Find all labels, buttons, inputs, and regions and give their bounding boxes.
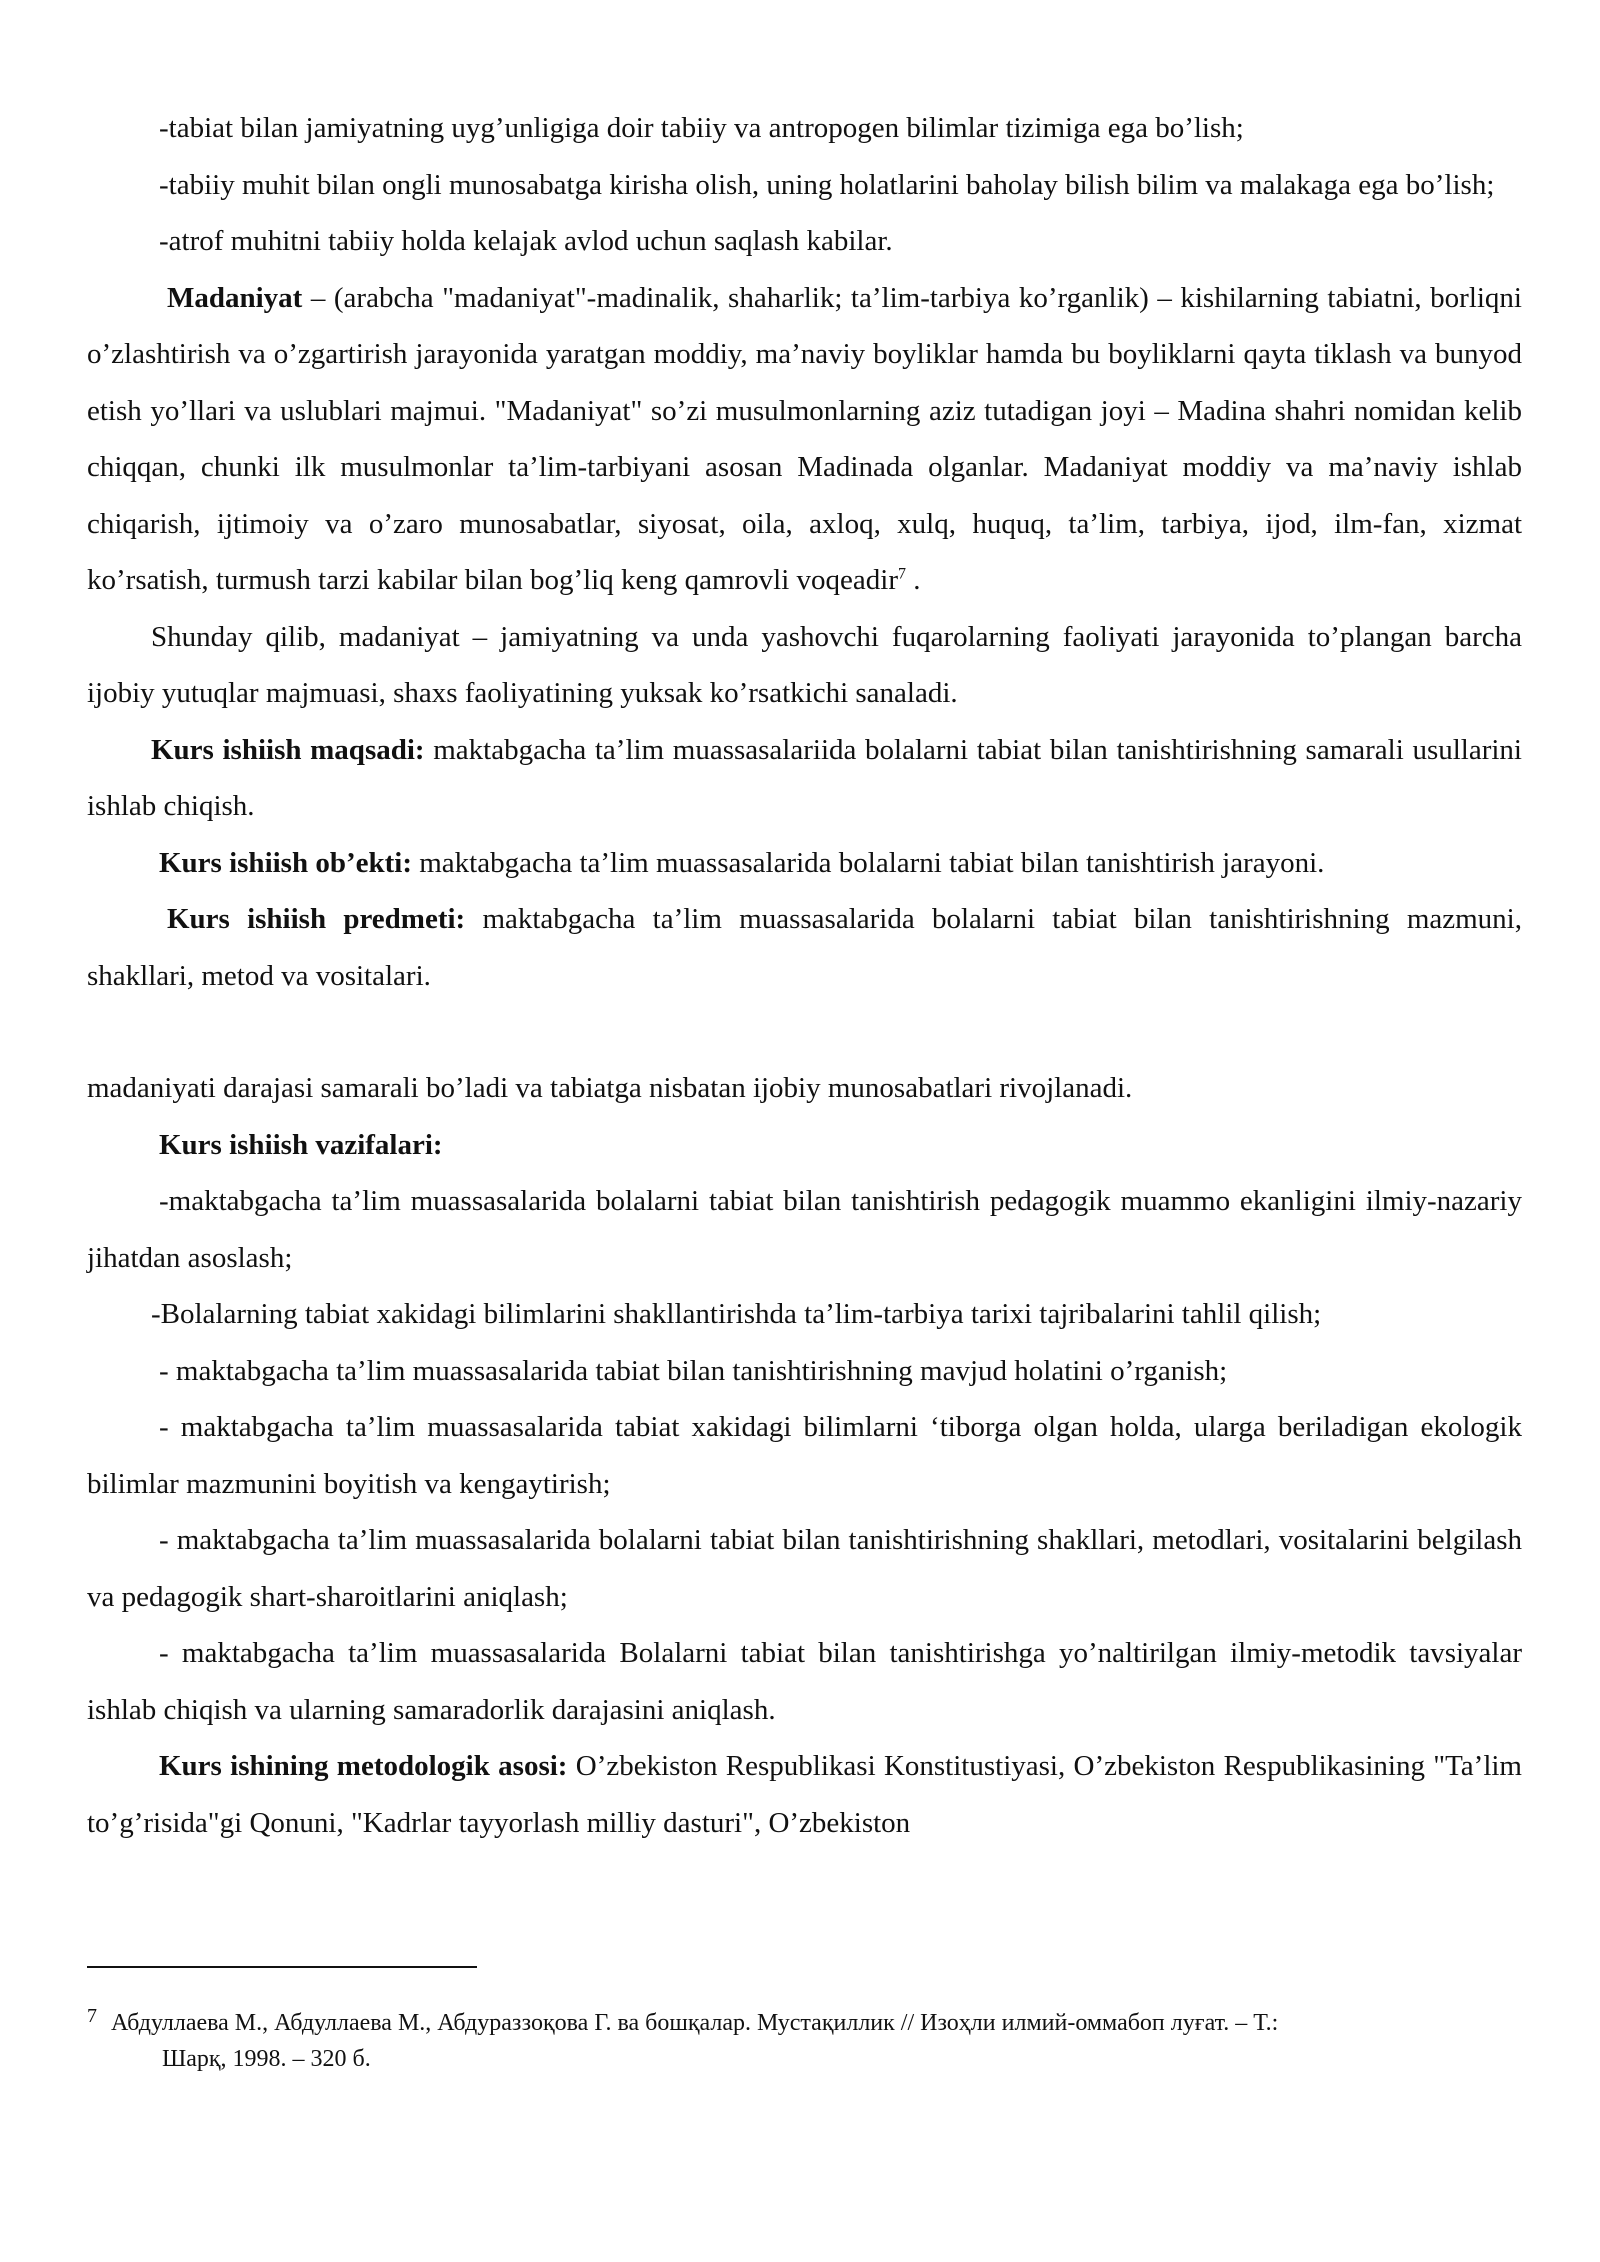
paragraph-madaniyat	[87, 270, 1522, 609]
footnote-text-line2: Шарқ, 1998. – 320 б.	[162, 2046, 371, 2072]
paragraph-methodology	[87, 1738, 1522, 1851]
paragraph-continuation: madaniyati darajasi samarali bo’ladi va tabiatga nisbatan ijobiy munosabatlari rivojlanadi.	[87, 1072, 1133, 1104]
paragraph-goal-1: -tabiat bilan jamiyatning uyg’unligiga doir tabiiy va antropogen bilimlar tizimiga ega bo’lish;	[159, 112, 1244, 144]
paragraph-task-1: -maktabgacha ta’lim muassasalarida bolalarni tabiat bilan tanishtirish pedagogik muammo ekanligini ilmiy-nazariy jihatdan asoslash;	[87, 1185, 1522, 1274]
term-purpose: Kurs ishiish maqsadi:	[151, 733, 425, 766]
term-object: Kurs ishiish ob’ekti:	[159, 846, 412, 879]
paragraph-goal-2: -tabiiy muhit bilan ongli munosabatga kirisha olish, uning holatlarini baholay bilish bilim va malakaga ega bo’lish;	[159, 168, 1495, 201]
paragraph-object	[87, 835, 1522, 892]
paragraph-task-2: -Bolalarning tabiat xakidagi bilimlarini shakllantirishda ta’lim-tarbiya tarixi tajribalarini tahlil qilish;	[151, 1298, 1322, 1330]
term-tasks: Kurs ishiish vazifalari:	[159, 1128, 443, 1161]
paragraph-task-3: - maktabgacha ta’lim muassasalarida tabiat bilan tanishtirishning mavjud holatini o’rganish;	[159, 1354, 1228, 1387]
paragraph-task-6: - maktabgacha ta’lim muassasalarida Bolalarni tabiat bilan tanishtirishga yo’naltirilgan ilmiy-metodik tavsiyalar ishlab chiqish va ularning samaradorlik darajasini aniqlash.	[87, 1637, 1522, 1726]
footnote-reference[interactable]: 7	[898, 565, 906, 583]
document-body	[87, 100, 1522, 1851]
object-text: maktabgacha ta’lim muassasalarida bolalarni tabiat bilan tanishtirish jarayoni.	[412, 846, 1325, 879]
term-madaniyat: Madaniyat	[167, 281, 303, 314]
subject-text: maktabgacha ta’lim muassasalarida bolalarni tabiat bilan tanishtirishning mazmuni, shakllari, metod va vositalari.	[87, 903, 1522, 992]
paragraph-goal-3: -atrof muhitni tabiiy holda kelajak avlod uchun saqlash kabilar.	[159, 225, 893, 257]
purpose-text: maktabgacha ta’lim muassasalariida bolalarni tabiat bilan tanishtirishning samarali usullarini ishlab chiqish.	[87, 733, 1522, 822]
methodology-text: O’zbekiston Respublikasi Konstitustiyasi, O’zbekiston Respublikasining "Ta’lim to’g’risida"gi Qonuni, "Kadrlar tayyorlash milliy dasturi", O’zbekiston	[87, 1750, 1522, 1839]
footnote-text-line1: Абдуллаева М., Абдуллаева М., Абдураззоқова Г. ва бошқалар. Мустақиллик // Изоҳли илмий-оммабоп луғат. – Т.:	[111, 2010, 1279, 2036]
paragraph-task-5: - maktabgacha ta’lim muassasalarida bolalarni tabiat bilan tanishtirishning shakllari, metodlari, vositalarini belgilash va pedagogik shart-sharoitlarini aniqlash;	[87, 1524, 1522, 1613]
footnote	[87, 1998, 1522, 2077]
madaniyat-end: .	[906, 564, 921, 596]
term-methodology: Kurs ishining metodologik asosi:	[159, 1750, 568, 1782]
paragraph-subject	[87, 891, 1522, 1004]
paragraph-task-4: - maktabgacha ta’lim muassasalarida tabiat xakidagi bilimlarni ‘tiborga olgan holda, ularga beriladigan ekologik bilimlar mazmunini boyitish va kengaytirish;	[87, 1411, 1522, 1500]
footnote-separator	[87, 1966, 477, 1968]
term-subject: Kurs ishiish predmeti:	[167, 903, 466, 935]
paragraph-tasks-heading	[87, 1117, 1522, 1174]
blank-line	[87, 1004, 1522, 1060]
footnote-number: 7	[87, 2005, 97, 2027]
paragraph-summary: Shunday qilib, madaniyat – jamiyatning va unda yashovchi fuqarolarning faoliyati jarayonida to’plangan barcha ijobiy yutuqlar majmuasi, shaxs faoliyatining yuksak ko’rsatkichi sanaladi.	[87, 620, 1522, 709]
madaniyat-definition: – (arabcha "madaniyat"-madinalik, shaharlik; ta’lim-tarbiya ko’rganlik) – kishilarning tabiatni, borliqni o’zlashtirish va o’zgartirish jarayonida yaratgan moddiy, ma’naviy boyliklar hamda bu boyliklarni qayta tiklash va bunyod etish yo’llari va uslublari majmui. "Madaniyat" so’zi musulmonlarning aziz tutadigan joyi – Madina shahri nomidan kelib chiqqan, chunki ilk musulmonlar ta’lim-tarbiyani asosan Madinada olganlar. Madaniyat moddiy va ma’naviy ishlab chiqarish, ijtimoiy va o’zaro munosabatlar, siyosat, oila, axloq, xulq, huquq, ta’lim, tarbiya, ijod, ilm-fan, xizmat ko’rsatish, turmush tarzi kabilar bilan bog’liq keng qamrovli voqeadir	[87, 281, 1522, 596]
paragraph-purpose	[87, 722, 1522, 835]
